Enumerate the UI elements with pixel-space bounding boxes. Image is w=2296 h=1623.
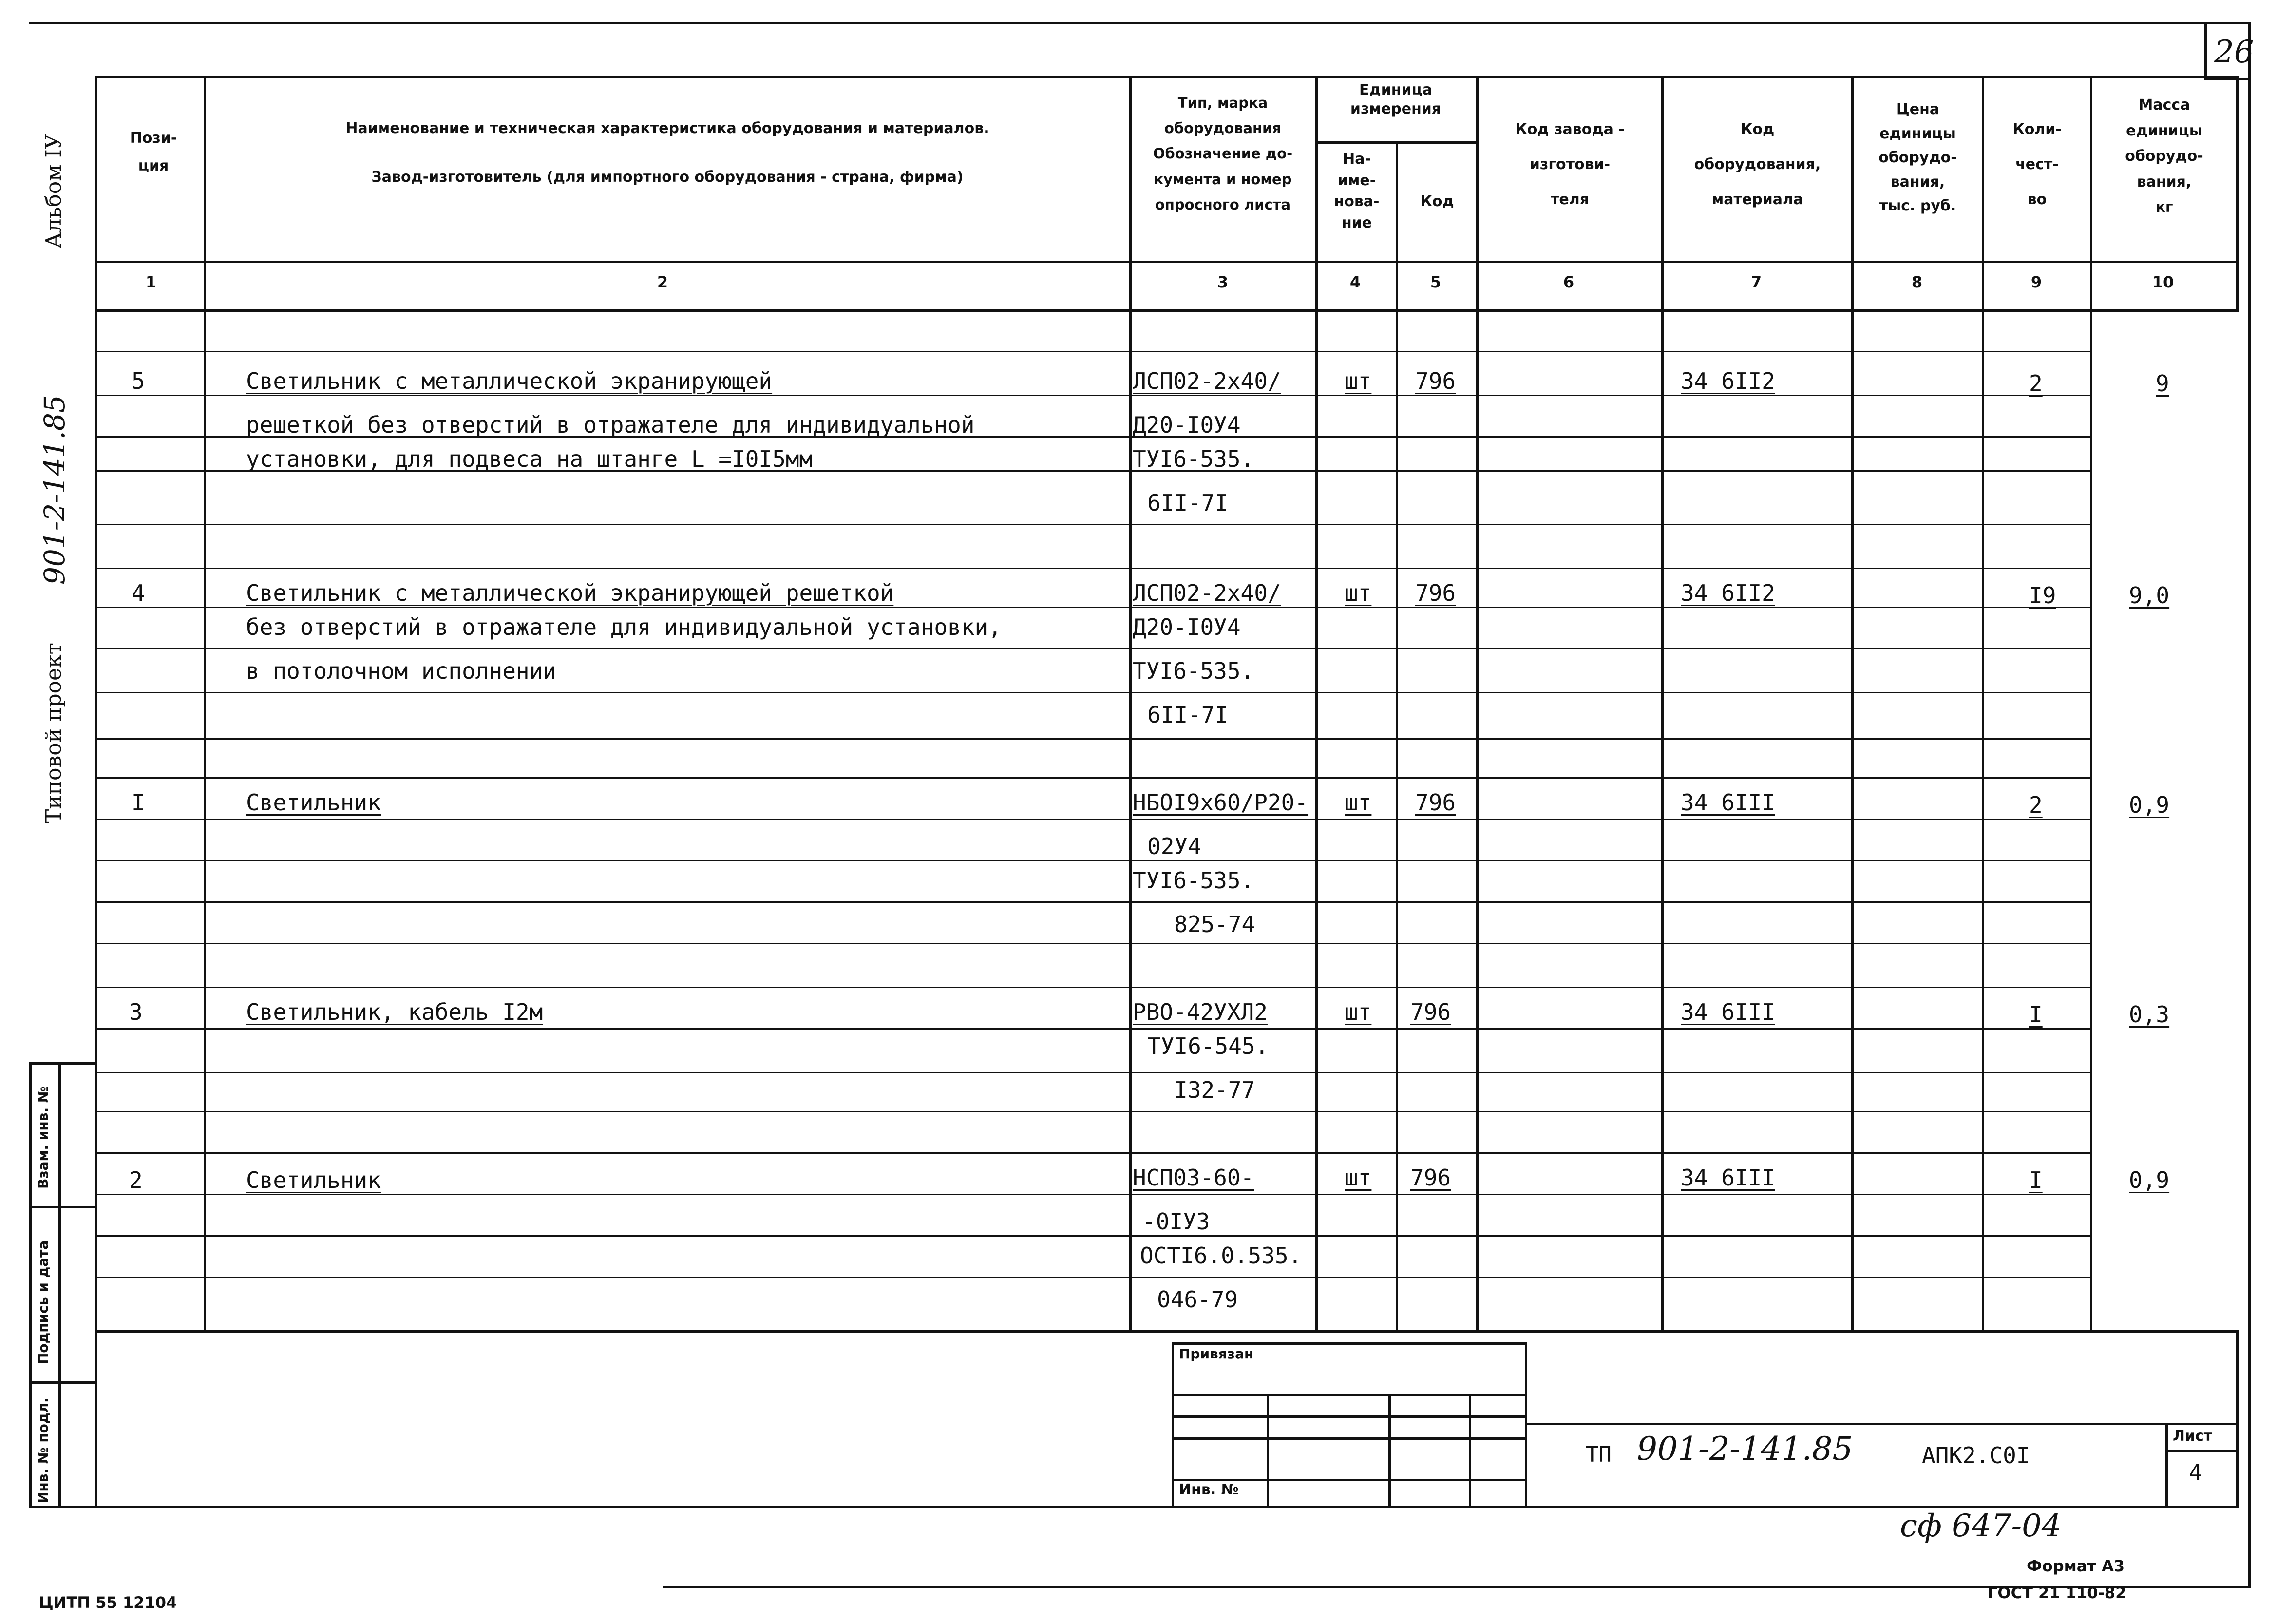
colnum-8: 8 (1911, 273, 1923, 291)
row5-name-line2: решеткой без отверстий в отражателе для индивидуальной (246, 412, 975, 438)
row5-mass: 9 (2156, 370, 2169, 397)
footer-gost: ГОСТ 21 110-82 (1988, 1584, 2126, 1602)
row5-equip-code: 34 6II2 (1681, 368, 1775, 394)
row-separator (95, 1277, 2090, 1278)
row5-type-line3: ТУI6-535. (1133, 446, 1254, 472)
row5-type-line2: Д20-I0У4 (1133, 412, 1241, 438)
row-separator (95, 987, 2090, 988)
row3-unit-code: 796 (1410, 999, 1451, 1025)
row1-name-line1: Светильник (246, 789, 381, 816)
stamp-inv-no: Инв. № (1179, 1481, 1239, 1498)
row3-equip-code: 34 6III (1681, 999, 1775, 1025)
row-separator (95, 819, 2090, 820)
row-separator (95, 1152, 2090, 1154)
row2-type-line4: 046-79 (1157, 1286, 1238, 1313)
row4-mass: 9,0 (2129, 582, 2170, 609)
row2-type-line2: -0IУЗ (1142, 1208, 1210, 1235)
row-separator (95, 901, 2090, 903)
header-name-line2: Завод-изготовитель (для импортного оборудования - страна, фирма) (371, 169, 964, 186)
colnum-3: 3 (1217, 273, 1229, 291)
row3-type-line3: I32-77 (1174, 1077, 1255, 1103)
row2-name-line1: Светильник (246, 1167, 381, 1193)
row2-unit-code: 796 (1410, 1165, 1451, 1191)
row4-name-line2: без отверстий в отражателе для индивидуальной установки, (246, 614, 1002, 640)
footer-print-code: ЦИТП 55 12104 (39, 1593, 177, 1612)
row-separator (95, 777, 2090, 779)
colnum-5: 5 (1430, 273, 1442, 291)
header-bottom (95, 261, 2239, 263)
row4-unit-code: 796 (1415, 580, 1456, 606)
stamp-sheet-label: Лист (2173, 1428, 2213, 1445)
row4-type-line1: ЛСП02-2х40/ (1133, 580, 1281, 606)
stamp-linked: Привязан (1179, 1346, 1254, 1362)
side-inv-replace: Взам. инв. № (35, 1086, 51, 1189)
row3-position: 3 (129, 999, 143, 1025)
row2-mass: 0,9 (2129, 1167, 2170, 1193)
side-project-type: Типовой проект (41, 643, 66, 823)
row4-equip-code: 34 6II2 (1681, 580, 1775, 606)
header-qty: Коли- чест- во (2012, 121, 2062, 208)
table-bottom (95, 1330, 2239, 1333)
corner-sheet-number: 26 (2214, 34, 2254, 70)
header-type: Тип, марка оборудования Обозначение до- кумента и номер опросного листа (1153, 95, 1293, 213)
header-position: Пози- ция (130, 130, 177, 174)
row2-qty: I (2029, 1167, 2043, 1193)
row5-unit-code: 796 (1415, 368, 1456, 394)
row4-unit: шт (1345, 580, 1372, 606)
row4-position: 4 (132, 580, 145, 606)
row5-type-line1: ЛСП02-2х40/ (1133, 368, 1281, 394)
side-sign-date: Подпись и дата (35, 1240, 51, 1364)
header-price: Цена единицы оборудо- вания, тыс. руб. (1879, 101, 1957, 214)
row5-name-line3: установки, для подвеса на штанге L =I0I5мм (246, 446, 813, 472)
row1-unit-code: 796 (1415, 789, 1456, 816)
row1-type-line1: НБОI9х60/Р20- (1133, 789, 1309, 816)
row1-type-line3: ТУI6-535. (1133, 867, 1254, 894)
row1-mass: 0,9 (2129, 792, 2170, 818)
row-separator (95, 648, 2090, 649)
footer-format: Формат А3 (2027, 1557, 2125, 1575)
row3-unit: шт (1345, 999, 1372, 1025)
row1-type-line4: 825-74 (1174, 911, 1255, 937)
row-separator (95, 1028, 2090, 1030)
colnum-bottom (95, 309, 2239, 312)
row-separator (95, 395, 2090, 396)
footer-handwritten: сф 647-04 (1900, 1508, 2062, 1544)
top-border (29, 22, 2251, 24)
row4-type-line2: Д20-I0У4 (1133, 614, 1241, 640)
row-separator (95, 524, 2090, 525)
colnum-1: 1 (145, 273, 157, 291)
row4-type-line3: ТУI6-535. (1133, 658, 1254, 684)
colnum-10: 10 (2152, 273, 2174, 291)
row4-name-line3: в потолочном исполнении (246, 658, 556, 684)
row4-name-line1: Светильник с металлической экранирующей решеткой (246, 580, 894, 606)
colnum-9: 9 (2030, 273, 2042, 291)
row3-type-line2: ТУI6-545. (1147, 1033, 1269, 1059)
row2-type-line1: НСП03-60- (1133, 1165, 1254, 1191)
row2-position: 2 (129, 1167, 143, 1193)
row-separator (95, 607, 2090, 608)
row-separator (95, 1194, 2090, 1195)
row4-type-line4: 6II-7I (1147, 702, 1229, 728)
colnum-6: 6 (1563, 273, 1575, 291)
row3-mass: 0,3 (2129, 1001, 2170, 1028)
colnum-4: 4 (1349, 273, 1361, 291)
row-separator (95, 1111, 2090, 1112)
side-project-number: 901-2-141.85 (38, 395, 71, 585)
row-separator (95, 351, 2090, 352)
table-left (95, 76, 97, 1508)
side-inv-original: Инв. № подл. (35, 1397, 51, 1503)
row-separator (95, 1072, 2090, 1073)
right-border (2248, 22, 2251, 1588)
header-unit-code: Код (1420, 193, 1454, 210)
row-separator (95, 860, 2090, 861)
row-separator (95, 943, 2090, 944)
row3-name-line1: Светильник, кабель I2м (246, 999, 543, 1025)
row5-qty: 2 (2029, 370, 2043, 397)
row1-qty: 2 (2029, 792, 2043, 818)
row1-equip-code: 34 6III (1681, 789, 1775, 816)
row1-position: I (132, 789, 145, 816)
header-unit-name: На- име- нова- ние (1334, 151, 1380, 231)
row-separator (95, 568, 2090, 569)
row5-position: 5 (132, 368, 145, 394)
stamp-prefix: ТП (1586, 1442, 1612, 1467)
row3-type-line1: РВО-42УХЛ2 (1133, 999, 1268, 1025)
stamp-sheet-no: 4 (2189, 1459, 2202, 1486)
row2-type-line3: ОСТI6.0.535. (1140, 1242, 1302, 1269)
row4-qty: I9 (2029, 582, 2056, 609)
row1-type-line2: 02У4 (1147, 833, 1201, 859)
row-separator (95, 1235, 2090, 1237)
header-equip-code: Код оборудования, материала (1694, 121, 1821, 208)
row-separator (95, 692, 2090, 693)
colnum-7: 7 (1750, 273, 1762, 291)
header-name-line1: Наименование и техническая характеристика оборудования и материалов. (345, 120, 989, 137)
stamp-doc-code: АПК2.С0I (1922, 1442, 2030, 1469)
row3-qty: I (2029, 1001, 2043, 1028)
stamp-project: 901-2-141.85 (1637, 1430, 1853, 1468)
row-separator (95, 738, 2090, 740)
side-album: Альбом IУ (41, 134, 66, 248)
colnum-2: 2 (657, 273, 668, 291)
row2-unit: шт (1345, 1165, 1372, 1191)
row5-type-line4: 6II-7I (1147, 490, 1229, 516)
row1-unit: шт (1345, 789, 1372, 816)
row5-name-line1: Светильник с металлической экранирующей (246, 368, 773, 394)
header-mass: Масса единицы оборудо- вания, кг (2125, 96, 2203, 216)
table-top (95, 76, 2239, 78)
row5-unit: шт (1345, 368, 1372, 394)
row2-equip-code: 34 6III (1681, 1165, 1775, 1191)
header-factory-code: Код завода - изготови- теля (1515, 121, 1625, 208)
header-unit-group: Единица измерения (1350, 81, 1442, 117)
